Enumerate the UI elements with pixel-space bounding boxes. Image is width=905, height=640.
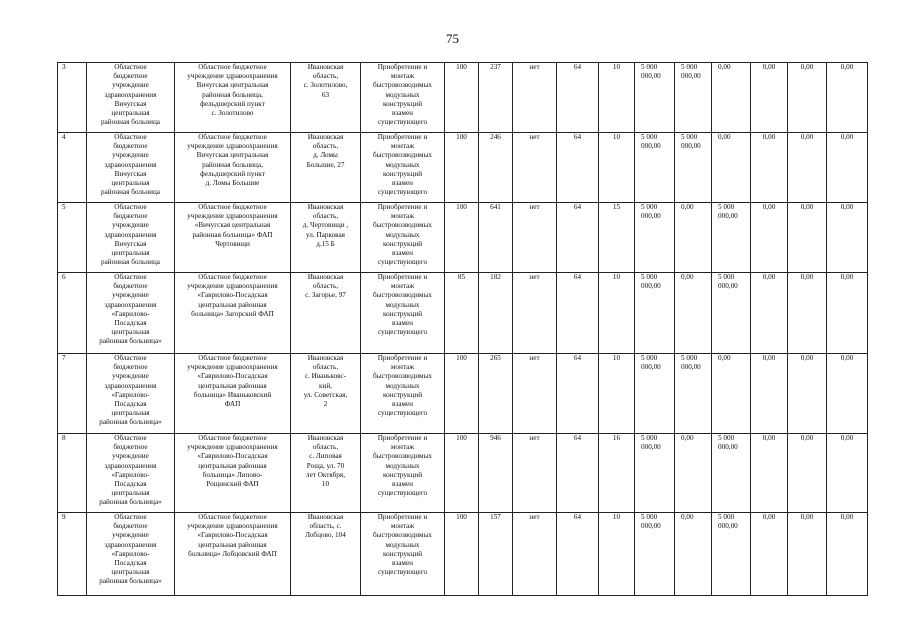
amount-cell-16: 0,00 bbox=[827, 133, 868, 203]
value-cell-7: 265 bbox=[479, 354, 513, 434]
amount-cell-11: 5 000 000,00 bbox=[635, 513, 675, 596]
value-cell-10: 10 bbox=[599, 354, 635, 434]
amount-cell-12: 5 000 000,00 bbox=[675, 133, 712, 203]
value-cell-10: 15 bbox=[599, 203, 635, 273]
work-type-cell: Приобретение и монтаж быстровозводимых модульных конструкций взамен существующего bbox=[361, 203, 445, 273]
amount-cell-16: 0,00 bbox=[827, 273, 868, 354]
facility-cell: Областное бюджетное учреждение здравоохранения «Вичугская центральная районная больница» ФАП Чертовищи bbox=[175, 203, 291, 273]
work-type-cell: Приобретение и монтаж быстровозводимых модульных конструкций взамен существующего bbox=[361, 434, 445, 513]
facilities-table bbox=[57, 62, 868, 596]
institution-cell: Областное бюджетное учреждение здравоохранения Вичугская центральная районная больница bbox=[87, 63, 175, 133]
facility-cell: Областное бюджетное учреждение здравоохранения «Гаврилово-Посадская центральная районная больница» Иваньковский ФАП bbox=[175, 354, 291, 434]
facility-cell: Областное бюджетное учреждение здравоохранения «Гаврилово-Посадская центральная районная больница» Загорский ФАП bbox=[175, 273, 291, 354]
amount-cell-16: 0,00 bbox=[827, 513, 868, 596]
amount-cell-12: 0,00 bbox=[675, 513, 712, 596]
address-cell: Ивановская область, с. Иваньковс- кий, ул. Советская, 2 bbox=[291, 354, 361, 434]
address-cell: Ивановская область, д. Чертовищи , ул. Парковая д.15 Б bbox=[291, 203, 361, 273]
amount-cell-13: 0,00 bbox=[712, 63, 751, 133]
institution-cell: Областное бюджетное учреждение здравоохранения «Гаврилово- Посадская центральная районная больница» bbox=[87, 354, 175, 434]
amount-cell-16: 0,00 bbox=[827, 354, 868, 434]
amount-cell-13: 5 000 000,00 bbox=[712, 273, 751, 354]
value-cell-6: 85 bbox=[445, 273, 479, 354]
value-cell-9: 64 bbox=[557, 354, 599, 434]
value-cell-8: нет bbox=[513, 434, 557, 513]
value-cell-10: 10 bbox=[599, 63, 635, 133]
work-type-cell: Приобретение и монтаж быстровозводимых модульных конструкций взамен существующего bbox=[361, 63, 445, 133]
row-number: 6 bbox=[58, 273, 87, 354]
value-cell-10: 16 bbox=[599, 434, 635, 513]
value-cell-8: нет bbox=[513, 273, 557, 354]
amount-cell-14: 0,00 bbox=[751, 273, 788, 354]
table-body bbox=[58, 63, 868, 596]
value-cell-9: 64 bbox=[557, 273, 599, 354]
value-cell-10: 10 bbox=[599, 133, 635, 203]
amount-cell-12: 5 000 000,00 bbox=[675, 63, 712, 133]
amount-cell-11: 5 000 000,00 bbox=[635, 63, 675, 133]
amount-cell-13: 0,00 bbox=[712, 133, 751, 203]
amount-cell-16: 0,00 bbox=[827, 203, 868, 273]
value-cell-7: 641 bbox=[479, 203, 513, 273]
value-cell-7: 182 bbox=[479, 273, 513, 354]
page-number: 75 bbox=[446, 31, 459, 46]
amount-cell-13: 5 000 000,00 bbox=[712, 513, 751, 596]
address-cell: Ивановская область, с. Золотилово, 63 bbox=[291, 63, 361, 133]
row-number: 3 bbox=[58, 63, 87, 133]
row-number: 9 bbox=[58, 513, 87, 596]
amount-cell-15: 0,00 bbox=[788, 513, 827, 596]
institution-cell: Областное бюджетное учреждение здравоохранения «Гаврилово- Посадская центральная районная больница» bbox=[87, 273, 175, 354]
value-cell-8: нет bbox=[513, 513, 557, 596]
institution-cell: Областное бюджетное учреждение здравоохранения «Гаврилово- Посадская центральная районная больница» bbox=[87, 434, 175, 513]
row-number: 8 bbox=[58, 434, 87, 513]
amount-cell-15: 0,00 bbox=[788, 273, 827, 354]
amount-cell-14: 0,00 bbox=[751, 133, 788, 203]
value-cell-9: 64 bbox=[557, 133, 599, 203]
amount-cell-12: 0,00 bbox=[675, 203, 712, 273]
value-cell-9: 64 bbox=[557, 434, 599, 513]
amount-cell-12: 0,00 bbox=[675, 273, 712, 354]
value-cell-10: 10 bbox=[599, 513, 635, 596]
institution-cell: Областное бюджетное учреждение здравоохранения «Гаврилово- Посадская центральная районная больница» bbox=[87, 513, 175, 596]
row-number: 7 bbox=[58, 354, 87, 434]
address-cell: Ивановская область, д. Ломы Большие, 27 bbox=[291, 133, 361, 203]
amount-cell-13: 5 000 000,00 bbox=[712, 203, 751, 273]
amount-cell-11: 5 000 000,00 bbox=[635, 203, 675, 273]
amount-cell-14: 0,00 bbox=[751, 434, 788, 513]
work-type-cell: Приобретение и монтаж быстровозводимых модульных конструкций взамен существующего bbox=[361, 513, 445, 596]
amount-cell-14: 0,00 bbox=[751, 203, 788, 273]
value-cell-6: 100 bbox=[445, 434, 479, 513]
value-cell-8: нет bbox=[513, 354, 557, 434]
work-type-cell: Приобретение и монтаж быстровозводимых модульных конструкций взамен существующего bbox=[361, 354, 445, 434]
amount-cell-13: 5 000 000,00 bbox=[712, 434, 751, 513]
facility-cell: Областное бюджетное учреждение здравоохранения «Гаврилово-Посадская центральная районная больница» Лобцовский ФАП bbox=[175, 513, 291, 596]
amount-cell-16: 0,00 bbox=[827, 434, 868, 513]
amount-cell-15: 0,00 bbox=[788, 354, 827, 434]
work-type-cell: Приобретение и монтаж быстровозводимых модульных конструкций взамен существующего bbox=[361, 133, 445, 203]
amount-cell-15: 0,00 bbox=[788, 434, 827, 513]
value-cell-8: нет bbox=[513, 203, 557, 273]
table-row bbox=[58, 63, 868, 133]
amount-cell-15: 0,00 bbox=[788, 133, 827, 203]
row-number: 4 bbox=[58, 133, 87, 203]
facility-cell: Областное бюджетное учреждение здравоохранения «Гаврилово-Посадская центральная районная больница» Липово- Рощинский ФАП bbox=[175, 434, 291, 513]
institution-cell: Областное бюджетное учреждение здравоохранения Вичугская центральная районная больница bbox=[87, 203, 175, 273]
row-number: 5 bbox=[58, 203, 87, 273]
amount-cell-14: 0,00 bbox=[751, 63, 788, 133]
value-cell-9: 64 bbox=[557, 513, 599, 596]
amount-cell-11: 5 000 000,00 bbox=[635, 354, 675, 434]
value-cell-7: 237 bbox=[479, 63, 513, 133]
table-row bbox=[58, 354, 868, 434]
table-row bbox=[58, 133, 868, 203]
amount-cell-13: 0,00 bbox=[712, 354, 751, 434]
amount-cell-16: 0,00 bbox=[827, 63, 868, 133]
work-type-cell: Приобретение и монтаж быстровозводимых модульных конструкций взамен существующего bbox=[361, 273, 445, 354]
value-cell-6: 100 bbox=[445, 354, 479, 434]
facility-cell: Областное бюджетное учреждение здравоохранения Вичугская центральная районная больница, фельдшерский пункт д. Ломы Большие bbox=[175, 133, 291, 203]
address-cell: Ивановская область, с. Загорье, 97 bbox=[291, 273, 361, 354]
amount-cell-14: 0,00 bbox=[751, 513, 788, 596]
value-cell-9: 64 bbox=[557, 203, 599, 273]
value-cell-6: 100 bbox=[445, 203, 479, 273]
amount-cell-11: 5 000 000,00 bbox=[635, 273, 675, 354]
table-row bbox=[58, 203, 868, 273]
value-cell-7: 946 bbox=[479, 434, 513, 513]
amount-cell-11: 5 000 000,00 bbox=[635, 133, 675, 203]
amount-cell-15: 0,00 bbox=[788, 63, 827, 133]
value-cell-6: 100 bbox=[445, 63, 479, 133]
table-row bbox=[58, 513, 868, 596]
amount-cell-14: 0,00 bbox=[751, 354, 788, 434]
value-cell-9: 64 bbox=[557, 63, 599, 133]
value-cell-8: нет bbox=[513, 133, 557, 203]
value-cell-6: 100 bbox=[445, 513, 479, 596]
amount-cell-12: 5 000 000,00 bbox=[675, 354, 712, 434]
address-cell: Ивановская область, с. Лобцово, 104 bbox=[291, 513, 361, 596]
value-cell-7: 246 bbox=[479, 133, 513, 203]
address-cell: Ивановская область, с. Липовая Роща, ул. 70 лет Октября, 10 bbox=[291, 434, 361, 513]
value-cell-6: 100 bbox=[445, 133, 479, 203]
table-row bbox=[58, 273, 868, 354]
value-cell-10: 10 bbox=[599, 273, 635, 354]
value-cell-8: нет bbox=[513, 63, 557, 133]
value-cell-7: 157 bbox=[479, 513, 513, 596]
amount-cell-11: 5 000 000,00 bbox=[635, 434, 675, 513]
amount-cell-15: 0,00 bbox=[788, 203, 827, 273]
table-row bbox=[58, 434, 868, 513]
facility-cell: Областное бюджетное учреждение здравоохранения Вичугская центральная районная больница, фельдшерский пункт с. Золотилово bbox=[175, 63, 291, 133]
amount-cell-12: 0,00 bbox=[675, 434, 712, 513]
institution-cell: Областное бюджетное учреждение здравоохранения Вичугская центральная районная больница bbox=[87, 133, 175, 203]
